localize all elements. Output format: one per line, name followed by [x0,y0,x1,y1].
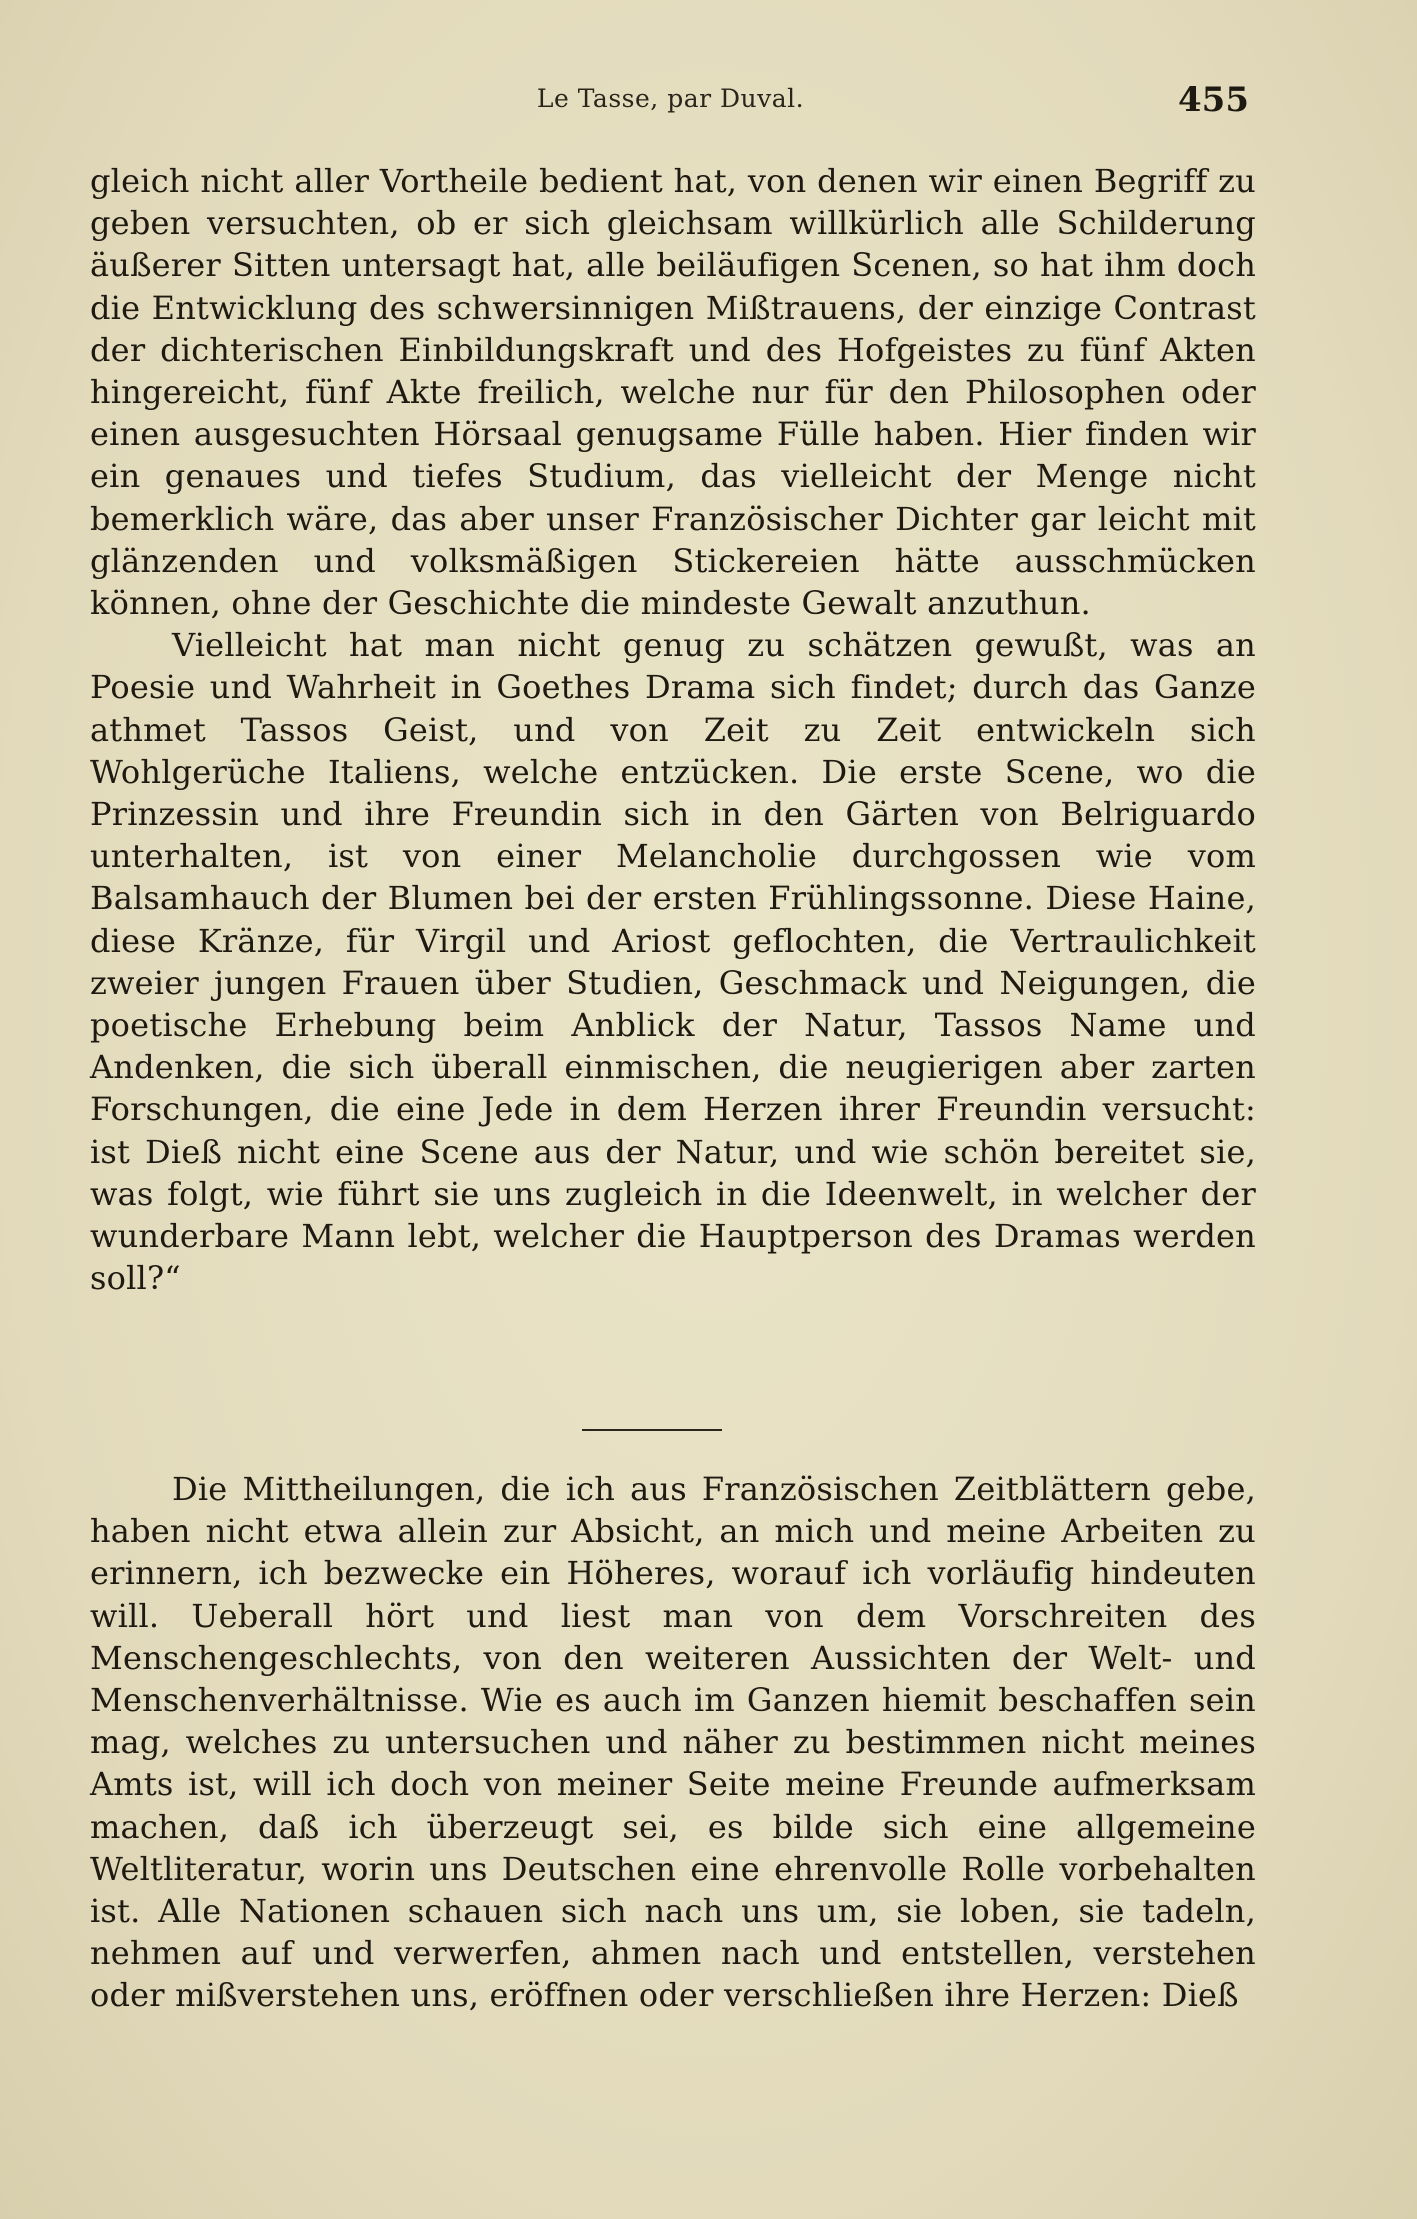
paragraph-weltliteratur: Die Mittheilungen, die ich aus Französischen Zeitblättern gebe, haben nicht etwa allein zur Absicht, an mich und meine Arbeiten zu erinnern, ich bezwecke ein Höheres, worauf ich vorläufig hindeuten will. Ueberall hört und liest man von dem Vorschreiten des Menschengeschlechts, von den weiteren Aussichten der Welt- und Menschenverhältnisse. Wie es auch im Ganzen hiemit beschaffen sein mag, welches zu untersuchen und näher zu bestimmen nicht meines Amts ist, will ich doch von meiner Seite meine Freunde aufmerksam machen, daß ich überzeugt sei, es bilde sich eine allgemeine Weltliteratur, worin uns Deutschen eine ehrenvolle Rolle vorbehalten ist. Alle Nationen schauen sich nach uns um, sie loben, sie tadeln, nehmen auf und verwerfen, ahmen nach und entstellen, verstehen oder mißverstehen uns, eröffnen oder verschließen ihre Herzen: Dieß [90,1470,1256,2015]
text-block-upper [90,160,1256,1299]
text-block-lower [90,1468,1256,2017]
paragraph-continuation: gleich nicht aller Vortheile bedient hat, von denen wir einen Begriff zu geben versuchten, ob er sich gleichsam willkürlich alle Schilderung äußerer Sitten untersagt hat, alle beiläufigen Scenen, so hat ihm doch die Entwicklung des schwersinnigen Mißtrauens, der einzige Contrast der dichterischen Einbildungskraft und des Hofgeistes zu fünf Akten hingereicht, fünf Akte freilich, welche nur für den Philosophen oder einen ausgesuchten Hörsaal genugsame Fülle haben. Hier finden wir ein genaues und tiefes Studium, das vielleicht der Menge nicht bemerklich wäre, das aber unser Französischer Dichter gar leicht mit glänzenden und volksmäßigen Stickereien hätte ausschmücken können, ohne der Geschichte die mindeste Gewalt anzuthun. [90,162,1256,623]
running-title: Le Tasse, par Duval. [536,84,805,113]
running-head [92,80,1249,124]
section-divider [582,1429,722,1431]
paragraph-goethe-drama: Vielleicht hat man nicht genug zu schätzen gewußt, was an Poesie und Wahrheit in Goethes Drama sich findet; durch das Ganze athmet Tassos Geist, und von Zeit zu Zeit entwickeln sich Wohlgerüche Italiens, welche entzücken. Die erste Scene, wo die Prinzessin und ihre Freundin sich in den Gärten von Belriguardo unterhalten, ist von einer Melancholie durchgossen wie vom Balsamhauch der Blumen bei der ersten Frühlingssonne. Diese Haine, diese Kränze, für Virgil und Ariost geflochten, die Vertraulichkeit zweier jungen Frauen über Studien, Geschmack und Neigungen, die poetische Erhebung beim Anblick der Natur, Tassos Name und Andenken, die sich überall einmischen, die neugierigen aber zarten Forschungen, die eine Jede in dem Herzen ihrer Freundin versucht: ist Dieß nicht eine Scene aus der Natur, und wie schön bereitet sie, was folgt, wie führt sie uns zugleich in die Ideenwelt, in welcher der wunderbare Mann lebt, welcher die Hauptperson des Dramas werden soll?“ [90,626,1256,1298]
page-number: 455 [1178,80,1249,120]
